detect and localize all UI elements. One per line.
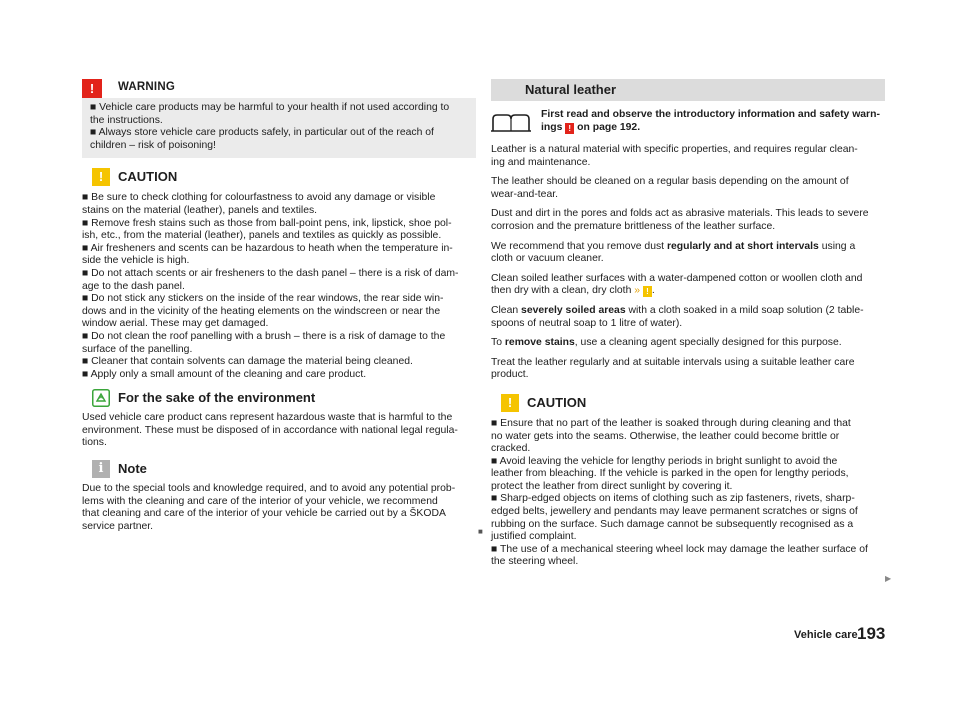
warning-icon: ! [82, 79, 102, 98]
caution-line: side the vehicle is high. [82, 255, 190, 267]
caution-icon[interactable]: ! [643, 286, 652, 297]
note-text [82, 483, 476, 533]
intro-line-2a: ings [541, 121, 563, 133]
paragraph-line [491, 241, 885, 254]
right-column [491, 79, 885, 569]
paragraph-line: Treat the leather regularly and at suitable intervals using a suitable leather care [491, 356, 855, 368]
note-line: service partner. [82, 520, 154, 532]
note-title: Note [118, 461, 147, 477]
text-span: , use a cleaning agent specially designed for this purpose. [574, 337, 842, 349]
paragraph-line: The leather should be cleaned on a regular basis depending on the amount of [491, 176, 849, 188]
left-column [82, 79, 476, 533]
text-span: then dry with a clean, dry cloth [491, 285, 632, 297]
caution-line: ■ Ensure that no part of the leather is soaked through during cleaning and that [491, 417, 851, 429]
caution-line: the steering wheel. [491, 556, 579, 568]
caution-line: ■ Remove fresh stains such as those from ball-point pens, ink, lipstick, shoe pol- [82, 217, 452, 229]
note-line: Due to the special tools and knowledge required, and to avoid any potential prob- [82, 483, 456, 495]
footer-section: Vehicle care [794, 629, 858, 641]
caution-line: ■ Sharp-edged objects on items of clothing such as zip fasteners, rivets, sharp- [491, 493, 855, 505]
continue-arrow: » [634, 285, 641, 297]
environment-title: For the sake of the environment [118, 390, 316, 406]
caution-line: ish, etc., from the material (leather), panels and textiles as quickly as possible. [82, 230, 442, 242]
intro-line-1: First read and observe the introductory information and safety warn- [541, 109, 880, 120]
caution-line: ■ Air fresheners and scents can be hazardous to heath when the temperature in- [82, 242, 453, 254]
caution-line: surface of the panelling. [82, 343, 193, 355]
text-span: using a [821, 240, 856, 252]
environment-text [82, 412, 476, 450]
caution-icon: ! [501, 394, 519, 412]
warning-icon: ! [565, 123, 574, 134]
text-span: with a cloth soaked in a mild soap solution (2 table- [628, 304, 864, 316]
warning-line: ■ Vehicle care products may be harmful to your health if not used according to [90, 102, 450, 113]
intro-page-link[interactable]: on page 192. [577, 121, 641, 133]
paragraph-line: cloth or vacuum cleaner. [491, 253, 604, 265]
warning-header [82, 79, 476, 98]
note-line: that cleaning and care of the interior of your vehicle be carried out by a ŠKODA [82, 508, 446, 520]
caution-line: ■ Cleaner that contain solvents can damage the material being cleaned. [82, 356, 413, 368]
intro-reference [491, 109, 885, 135]
paragraph-line: wear-and-tear. [491, 188, 558, 200]
paragraph-line: Clean soiled leather surfaces with a water-dampened cotton or woollen cloth and [491, 272, 863, 284]
caution-header [82, 168, 476, 190]
section-title-bar [491, 79, 885, 101]
paragraph-line: then dry with a clean, dry cloth » ! . [491, 285, 655, 297]
emphasis: remove stains [504, 337, 575, 349]
intro-text [541, 109, 881, 134]
text-span: To [491, 337, 502, 349]
caution-line: ■ Do not clean the roof panelling with a brush – there is a risk of damage to the [82, 330, 446, 342]
paragraph-line: spoons of neutral soap to 1 litre of water). [491, 317, 683, 329]
caution-line: ■ The use of a mechanical steering wheel lock may damage the leather surface of [491, 543, 868, 555]
caution-list [82, 192, 476, 381]
caution-line: ■ Be sure to check clothing for colourfastness to avoid any damage or visible [82, 192, 436, 204]
note-header [82, 460, 476, 482]
caution-line: ■ Do not stick any stickers on the inside of the rear windows, the rear side win- [82, 293, 444, 305]
caution-line: protect the leather from direct sunlight by covering it. [491, 480, 733, 492]
caution-line: ■ Apply only a small amount of the cleaning and care product. [82, 368, 367, 380]
warning-line: the instructions. [90, 114, 163, 126]
environment-line: Used vehicle care product cans represent hazardous waste that is harmful to the [82, 412, 453, 424]
warning-line: ■ Always store vehicle care products safely, in particular out of the reach of [90, 127, 434, 139]
environment-header [82, 389, 476, 411]
caution-line: dows and in the vicinity of the heating elements on the windscreen or near the [82, 305, 441, 317]
caution-line: justified complaint. [491, 531, 577, 543]
caution-line: stains on the material (leather), panels and textiles. [82, 204, 318, 216]
paragraph-line: corrosion and the premature brittleness of the leather surface. [491, 220, 776, 232]
caution-icon: ! [92, 168, 110, 186]
paragraph-line: ing and maintenance. [491, 156, 591, 168]
caution-line: cracked. [491, 443, 531, 455]
environment-line: tions. [82, 437, 107, 449]
recycle-icon [92, 389, 110, 407]
section-end-marker: ■ [478, 527, 483, 536]
caution-line: no water gets into the seams. Otherwise, the leather could become brittle or [491, 430, 840, 442]
paragraph-line [491, 337, 885, 350]
continue-marker: ▶ [885, 574, 892, 583]
warning-line: children – risk of poisoning! [90, 139, 216, 151]
caution-line: age to the dash panel. [82, 280, 185, 292]
caution-list [491, 418, 885, 569]
paragraph-line: Leather is a natural material with specific properties, and requires regular clean- [491, 144, 858, 155]
text-span: We recommend that you remove dust [491, 240, 665, 252]
paragraph-line: product. [491, 369, 529, 381]
info-icon: i [92, 460, 110, 478]
book-icon [491, 111, 531, 133]
paragraph-line [491, 305, 885, 318]
environment-line: environment. These must be disposed of in accordance with national legal regula- [82, 424, 458, 436]
body-text [491, 144, 885, 382]
note-line: lems with the cleaning and care of the interior of your vehicle, we recommend [82, 495, 438, 507]
caution-line: rubbing on the surface. Such damage cannot be subsequently recognised as a [491, 518, 854, 530]
warning-title: WARNING [118, 81, 175, 93]
caution-line: leather from bleaching. If the vehicle is parked in the open for lengthy periods, [491, 468, 849, 480]
warning-box [82, 79, 476, 158]
caution-title: CAUTION [527, 394, 587, 410]
paragraph-line: Dust and dirt in the pores and folds act as abrasive materials. This leads to severe [491, 208, 869, 220]
text-span: Clean [491, 304, 519, 316]
emphasis: severely soiled areas [521, 304, 626, 316]
section-title: Natural leather [525, 82, 617, 97]
caution-title: CAUTION [118, 169, 178, 185]
caution-line: edged belts, jewellery and pendants may leave permanent scratches or signs of [491, 506, 858, 518]
caution-line: window aerial. These may get damaged. [82, 318, 269, 330]
caution-line: ■ Do not attach scents or air fresheners to the dash panel – there is a risk of dam- [82, 267, 459, 279]
caution-line: ■ Avoid leaving the vehicle for lengthy periods in bright sunlight to avoid the [491, 455, 838, 467]
caution-header [491, 394, 885, 416]
emphasis: regularly and at short intervals [666, 240, 819, 252]
page-number: 193 [857, 624, 886, 643]
